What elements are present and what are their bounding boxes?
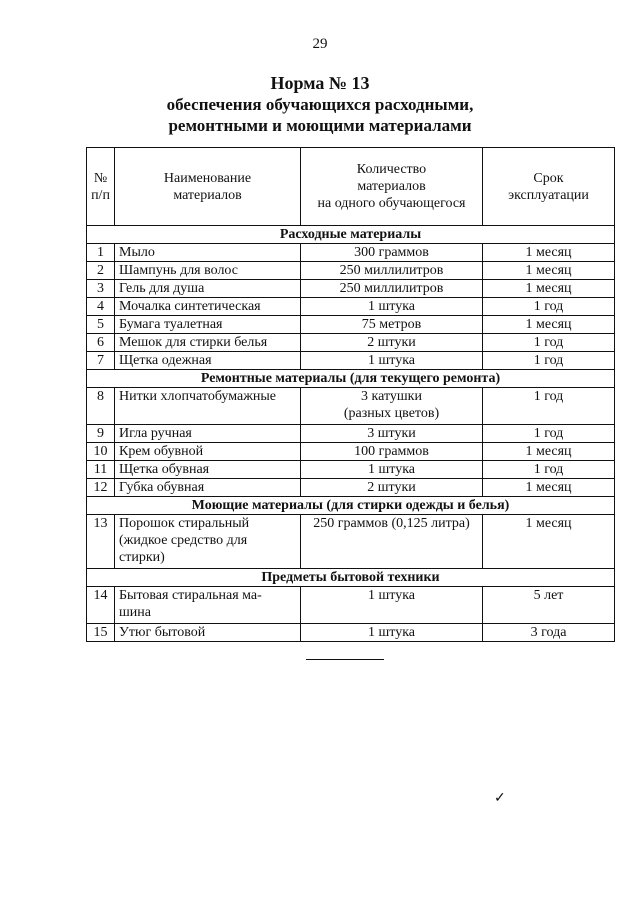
material-name: Порошок стиральный (жидкое средство для стирки): [115, 515, 301, 569]
table-body: [87, 226, 615, 642]
row-number: 15: [87, 624, 115, 642]
header-num: № п/п: [87, 148, 115, 226]
row-number: 2: [87, 262, 115, 280]
table-row: [87, 280, 615, 298]
row-number: 13: [87, 515, 115, 569]
material-quantity: 3 штуки: [301, 425, 483, 443]
service-term: 1 год: [483, 352, 615, 370]
material-name: Бумага туалетная: [115, 316, 301, 334]
header-qty: Количество материалов на одного обучающегося: [301, 148, 483, 226]
service-term: 1 месяц: [483, 316, 615, 334]
material-quantity: 2 штуки: [301, 479, 483, 497]
service-term: 1 год: [483, 461, 615, 479]
title-line-2: обеспечения обучающихся расходными,: [166, 95, 474, 114]
row-number: 4: [87, 298, 115, 316]
row-number: 14: [87, 587, 115, 624]
table-row: [87, 515, 615, 569]
table-row: [87, 461, 615, 479]
service-term: 1 месяц: [483, 262, 615, 280]
table-row: [87, 479, 615, 497]
material-name: Гель для душа: [115, 280, 301, 298]
material-quantity: 1 штука: [301, 624, 483, 642]
table-row: [87, 334, 615, 352]
material-quantity: 100 граммов: [301, 443, 483, 461]
title-line-1: Норма № 13: [270, 73, 370, 93]
table-row: [87, 388, 615, 425]
service-term: 1 месяц: [483, 280, 615, 298]
table-row: [87, 352, 615, 370]
section-row: [87, 497, 615, 515]
table-row: [87, 244, 615, 262]
service-term: 1 месяц: [483, 443, 615, 461]
norm-table: [86, 147, 615, 642]
header-term: Срок эксплуатации: [483, 148, 615, 226]
row-number: 8: [87, 388, 115, 425]
margin-mark: ✓: [494, 791, 506, 806]
table-row: [87, 624, 615, 642]
material-name: Щетка обувная: [115, 461, 301, 479]
header-name: Наименование материалов: [115, 148, 301, 226]
material-quantity: 75 метров: [301, 316, 483, 334]
service-term: 1 год: [483, 334, 615, 352]
table-row: [87, 587, 615, 624]
service-term: 3 года: [483, 624, 615, 642]
table-row: [87, 316, 615, 334]
table-header-row: [87, 148, 615, 226]
material-quantity: 2 штуки: [301, 334, 483, 352]
material-name: Утюг бытовой: [115, 624, 301, 642]
table-row: [87, 298, 615, 316]
material-quantity: 1 штука: [301, 587, 483, 624]
material-name: Мочалка синтетическая: [115, 298, 301, 316]
material-name: Щетка одежная: [115, 352, 301, 370]
title-line-3: ремонтными и моющими материалами: [168, 116, 472, 135]
service-term: 1 месяц: [483, 479, 615, 497]
row-number: 11: [87, 461, 115, 479]
material-name: Крем обувной: [115, 443, 301, 461]
table-row: [87, 425, 615, 443]
section-title: Расходные материалы: [87, 226, 615, 244]
material-name: Игла ручная: [115, 425, 301, 443]
section-title: Моющие материалы (для стирки одежды и белья): [87, 497, 615, 515]
row-number: 6: [87, 334, 115, 352]
row-number: 1: [87, 244, 115, 262]
table-row: [87, 262, 615, 280]
material-name: Мыло: [115, 244, 301, 262]
section-title: Ремонтные материалы (для текущего ремонта): [87, 370, 615, 388]
row-number: 9: [87, 425, 115, 443]
service-term: 5 лет: [483, 587, 615, 624]
row-number: 12: [87, 479, 115, 497]
material-quantity: 1 штука: [301, 352, 483, 370]
material-quantity: 1 штука: [301, 298, 483, 316]
material-quantity: 250 миллилитров: [301, 280, 483, 298]
table-row: [87, 443, 615, 461]
material-quantity: 250 миллилитров: [301, 262, 483, 280]
document-title: [0, 72, 640, 136]
service-term: 1 год: [483, 425, 615, 443]
material-name: Нитки хлопчатобумажные: [115, 388, 301, 425]
service-term: 1 год: [483, 298, 615, 316]
material-name: Губка обувная: [115, 479, 301, 497]
material-name: Мешок для стирки белья: [115, 334, 301, 352]
service-term: 1 месяц: [483, 515, 615, 569]
service-term: 1 месяц: [483, 244, 615, 262]
page-number: 29: [312, 36, 328, 52]
row-number: 10: [87, 443, 115, 461]
section-row: [87, 226, 615, 244]
material-quantity: 250 граммов (0,125 литра): [301, 515, 483, 569]
material-name: Бытовая стиральная ма- шина: [115, 587, 301, 624]
section-row: [87, 370, 615, 388]
material-name: Шампунь для волос: [115, 262, 301, 280]
material-quantity: 300 граммов: [301, 244, 483, 262]
material-quantity: 3 катушки (разных цветов): [301, 388, 483, 425]
service-term: 1 год: [483, 388, 615, 425]
material-quantity: 1 штука: [301, 461, 483, 479]
row-number: 7: [87, 352, 115, 370]
row-number: 3: [87, 280, 115, 298]
end-divider: [306, 659, 384, 660]
section-title: Предметы бытовой техники: [87, 569, 615, 587]
row-number: 5: [87, 316, 115, 334]
section-row: [87, 569, 615, 587]
